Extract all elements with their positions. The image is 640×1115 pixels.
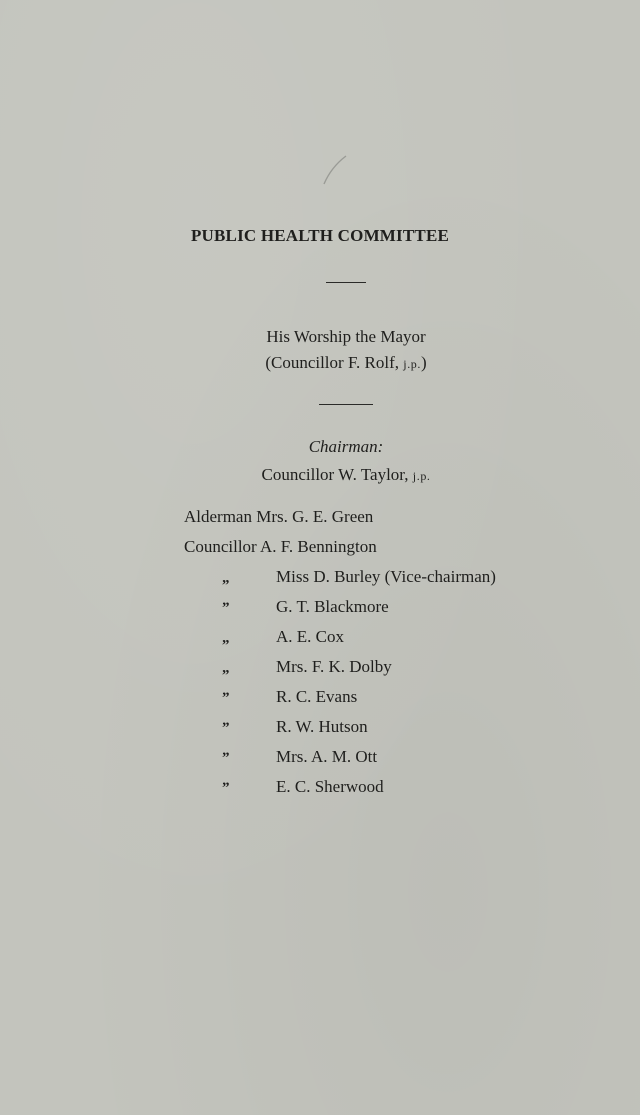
mayor-name-text: (Councillor F. Rolf,: [265, 353, 404, 372]
ditto-mark: ”: [222, 690, 230, 706]
mayor-name-close: ): [421, 353, 427, 372]
mayor-name: [0, 353, 640, 373]
mayor-title: His Worship the Mayor: [266, 327, 426, 346]
ditto-mark: „: [222, 660, 230, 676]
member-indented: E. C. Sherwood: [276, 777, 384, 796]
member-indented: Miss D. Burley (Vice-chairman): [276, 567, 496, 586]
divider-rule: [319, 404, 373, 405]
ditto-mark: „: [222, 570, 230, 586]
chairman-label: Chairman:: [308, 437, 384, 456]
chairman-name: [0, 465, 640, 485]
committee-heading: PUBLIC HEALTH COMMITTEE: [190, 226, 450, 245]
ditto-mark: ”: [222, 780, 230, 796]
ditto-mark: „: [222, 630, 230, 646]
chairman-honorific: j.p.: [412, 469, 431, 483]
member-indented: G. T. Blackmore: [276, 597, 389, 616]
member-indented: R. C. Evans: [276, 687, 358, 706]
member-full: Councillor A. F. Bennington: [184, 537, 377, 556]
pencil-mark: [316, 152, 352, 192]
ditto-mark: ”: [222, 750, 230, 766]
ditto-mark: ”: [222, 600, 230, 616]
divider-rule: [326, 282, 366, 283]
member-indented: Mrs. F. K. Dolby: [276, 657, 392, 676]
member-full: Alderman Mrs. G. E. Green: [184, 507, 374, 526]
chairman-name-text: Councillor W. Taylor,: [261, 465, 413, 484]
member-indented: A. E. Cox: [276, 627, 344, 646]
member-indented: R. W. Hutson: [276, 717, 368, 736]
member-indented: Mrs. A. M. Ott: [276, 747, 378, 766]
mayor-honorific: j.p.: [403, 357, 421, 371]
ditto-mark: ”: [222, 720, 230, 736]
